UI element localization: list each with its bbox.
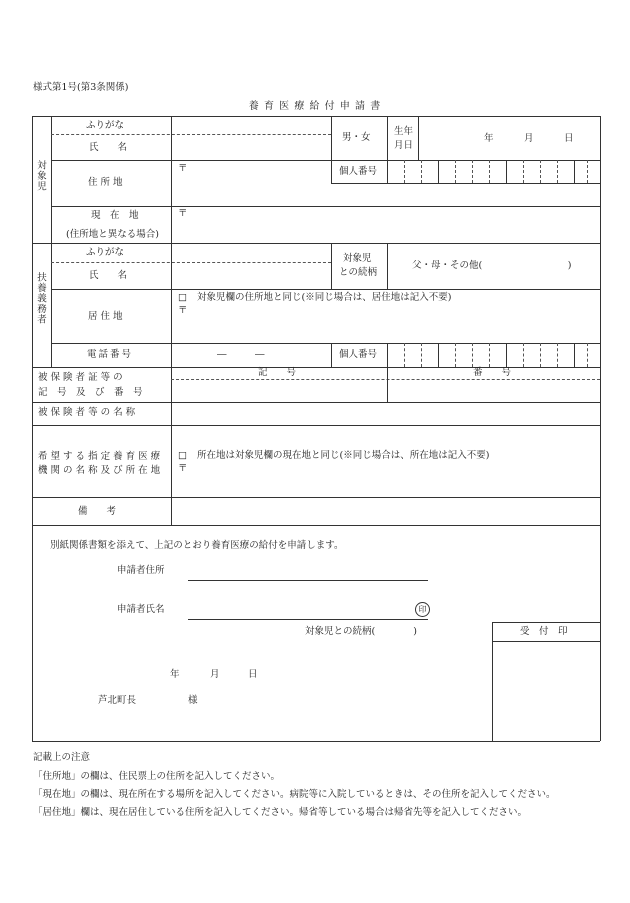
guardian-relation-value[interactable]: 父・母・その他( )	[412, 260, 572, 271]
reception-stamp-label: 受 付 印	[520, 626, 568, 637]
guardian-residence-label: 居 住 地	[88, 311, 123, 322]
child-name-label: 氏 名	[89, 142, 128, 153]
child-id-number-label: 個人番号	[339, 166, 378, 177]
guardian-id-number-label: 個人番号	[339, 349, 378, 360]
application-statement: 別紙関係書類を添えて、上記のとおり養育医療の給付を申請します。	[50, 540, 344, 551]
application-day: 日	[248, 669, 258, 680]
insurance-kigo-header: 記 号	[258, 367, 297, 378]
insurance-label-2: 記 号 及 び 番 号	[38, 387, 143, 398]
institution-label-2: 機 関 の 名 称 及 び 所 在 地	[38, 465, 161, 476]
child-current-postal-mark: 〒	[178, 208, 188, 219]
insurance-bango-header: 番 号	[473, 367, 512, 378]
guardian-phone-value[interactable]: ― ―	[217, 349, 265, 360]
child-dob-month: 月	[524, 133, 534, 144]
insured-name-label: 被 保 険 者 等 の 名 称	[38, 407, 136, 418]
note-line: 「住所地」の欄は、住民票上の住所を記入してください。	[33, 771, 281, 782]
institution-label-1: 希 望 す る 指 定 養 育 医 療	[38, 451, 161, 462]
guardian-name-label: 氏 名	[89, 270, 128, 281]
guardian-same-checkbox[interactable]: □	[178, 292, 187, 303]
note-line: 「現在地」の欄は、現在所在する場所を記入してください。病院等に入院しているときは、その住所を記入してください。	[33, 789, 556, 800]
child-sex-option[interactable]: 男・女	[342, 132, 371, 143]
child-address-label: 住 所 地	[88, 177, 123, 188]
guardian-postal-mark: 〒	[178, 305, 188, 316]
notes-heading: 記載上の注意	[33, 752, 91, 763]
guardian-phone-label: 電話番号	[87, 349, 134, 360]
applicant-name-line[interactable]	[188, 619, 428, 620]
form-title: 養 育 医 療 給 付 申 請 書	[248, 101, 382, 112]
guardian-furigana-label: ふりがな	[86, 247, 125, 258]
application-year: 年	[170, 669, 180, 680]
insurance-label-1: 被 保 険 者 証 等 の	[38, 372, 123, 383]
institution-same-note: 所在地は対象児欄の現在地と同じ(※同じ場合は、所在地は記入不要)	[197, 450, 490, 461]
child-furigana-label: ふりがな	[86, 120, 125, 131]
guardian-relation-label-2: との続柄	[339, 267, 378, 278]
addressee-honorific: 様	[188, 695, 198, 706]
applicant-relation[interactable]: 対象児との続柄( )	[305, 626, 417, 637]
guardian-relation-label-1: 対象児	[343, 253, 372, 264]
note-line: 「居住地」欄は、現在居住している住所を記入してください。帰省等している場合は帰省先等を記入してください。	[33, 807, 528, 818]
institution-postal-mark: 〒	[178, 463, 188, 474]
addressee: 芦北町長	[98, 695, 137, 706]
child-dob-label-1: 生年	[394, 126, 414, 137]
guardian-same-as-child-text: 対象児欄の住所地と同じ(※同じ場合は、居住地は記入不要)	[197, 292, 452, 303]
applicant-name-label: 申請者氏名	[117, 604, 165, 615]
guardian-section-label: 扶養義務者	[35, 272, 46, 325]
child-current-address-note: (住所地と異なる場合)	[66, 229, 159, 240]
child-current-address-label: 現 在 地	[91, 210, 139, 221]
seal-mark: 印	[415, 602, 430, 617]
child-postal-mark: 〒	[178, 163, 188, 174]
form-number: 様式第1号(第3条関係)	[33, 82, 129, 93]
applicant-address-label: 申請者住所	[117, 565, 165, 576]
applicant-address-line[interactable]	[188, 580, 428, 581]
child-section-label: 対象児	[35, 160, 46, 192]
child-dob-label-2: 月日	[394, 140, 414, 151]
institution-same-checkbox[interactable]: □	[178, 450, 187, 461]
application-month: 月	[210, 669, 220, 680]
remarks-label: 備 考	[78, 506, 117, 517]
child-dob-year: 年	[484, 133, 494, 144]
child-dob-day: 日	[564, 133, 574, 144]
